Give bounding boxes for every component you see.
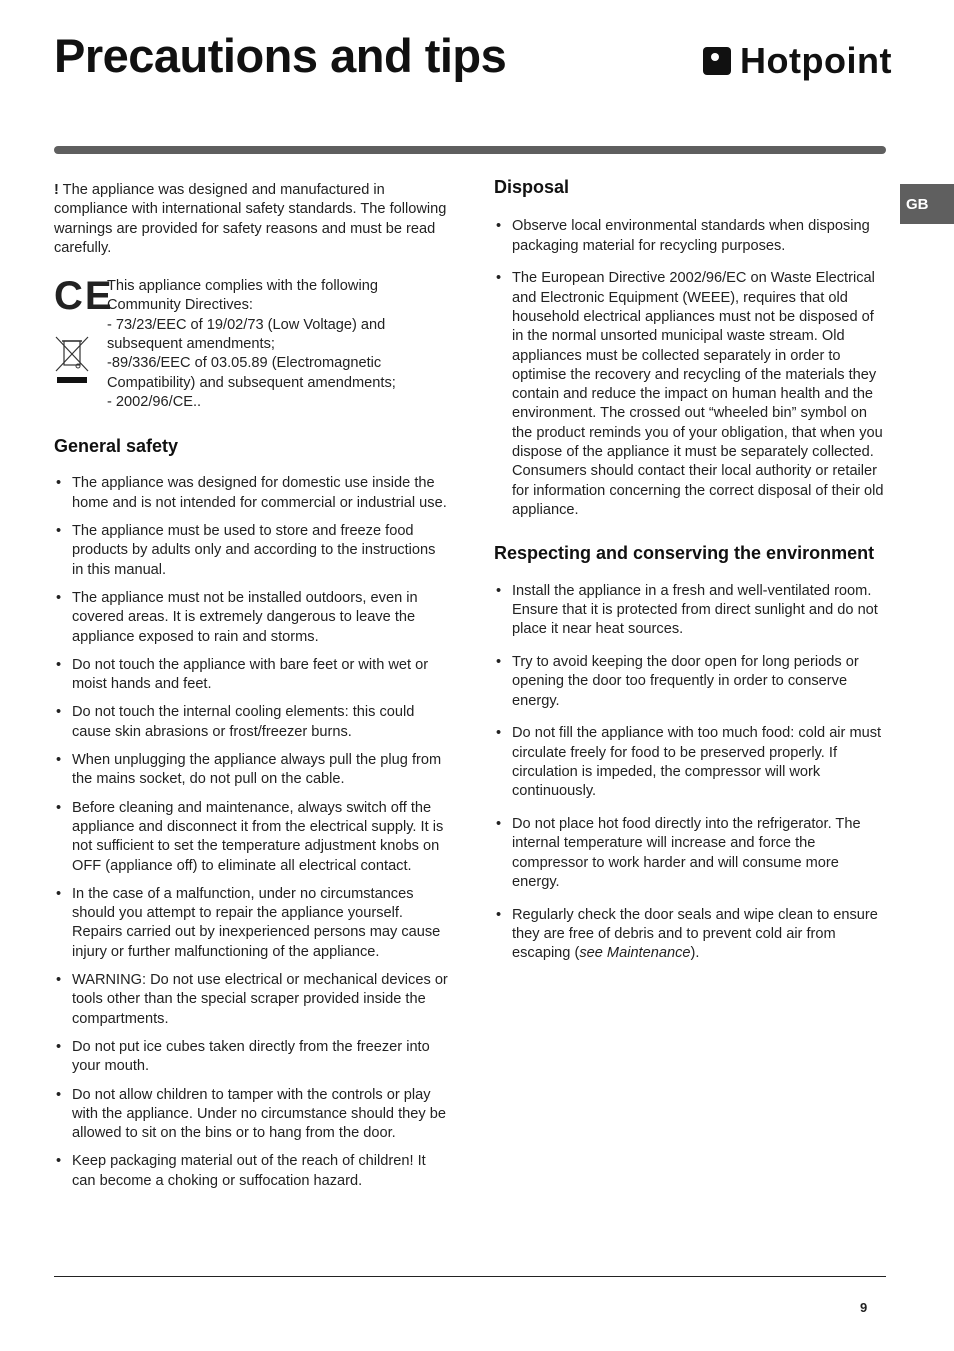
list-item: • Before cleaning and maintenance, always switch off the appliance and disconnect it from the electrical supply. It is not sufficient to set the temperature adjustment knobs on OFF (appliance off) to eliminate all electrical contact. (54, 799, 449, 876)
crossed-bin-icon (54, 335, 90, 385)
hotpoint-logo-icon (703, 47, 731, 75)
item-text: ). (690, 945, 700, 962)
list-item: • Try to avoid keeping the door open for long periods or opening the door too frequently in order to conserve energy. (494, 653, 889, 711)
list-item: • The appliance was designed for domestic use inside the home and is not intended for commercial or industrial use. (54, 474, 449, 513)
environment-list (494, 582, 889, 964)
list-item: • Do not place hot food directly into the refrigerator. The internal temperature will increase and force the compressor to work harder and will consume more energy. (494, 815, 889, 892)
list-item: • Keep packaging material out of the reach of children! It can become a choking or suffocation hazard. (54, 1152, 449, 1191)
disposal-heading: Disposal (494, 177, 570, 197)
list-item: • Install the appliance in a fresh and well-ventilated room. Ensure that it is protected from direct sunlight and do not place it near heat sources. (494, 582, 889, 640)
list-item: • The appliance must not be installed outdoors, even in covered areas. It is extremely dangerous to leave the appliance exposed to rain and storms. (54, 589, 449, 647)
list-item: • Do not fill the appliance with too much food: cold air must circulate freely for food to be preserved properly. If circulation is impeded, the compressor will work continuously. (494, 724, 889, 801)
language-tab: GB (900, 184, 954, 224)
list-item: • Do not allow children to tamper with the controls or play with the appliance. Under no circumstance should they be allowed to sit on the bins or to hang from the door. (54, 1086, 449, 1144)
general-safety-list (54, 474, 449, 1191)
ce-mark-icon: CE (54, 274, 114, 319)
compliance-block (54, 274, 449, 410)
compliance-line: - 2002/96/CE.. (107, 393, 202, 410)
maintenance-reference: see Maintenance (579, 945, 691, 962)
list-item: • Do not touch the internal cooling elements: this could cause skin abrasions or frost/freezer burns. (54, 703, 449, 742)
list-item: • Do not put ice cubes taken directly from the freezer into your mouth. (54, 1038, 449, 1077)
brand-name: Hotpoint (740, 40, 892, 81)
intro-body: The appliance was designed and manufactured in compliance with international safety standards. The following warnings are provided for safety reasons and must be read carefully. (54, 182, 447, 256)
right-column (494, 178, 889, 977)
left-column (54, 181, 449, 1200)
compliance-text (107, 277, 449, 412)
intro-text (54, 181, 449, 258)
disposal-list (494, 217, 889, 520)
compliance-line: -89/336/EEC of 03.05.89 (Electromagnetic Compatibility) and subsequent amendments; (107, 355, 396, 391)
environment-heading: Respecting and conserving the environment (494, 543, 875, 564)
compliance-line: This appliance complies with the following Community Directives: (107, 278, 378, 314)
footer-divider (54, 1276, 886, 1277)
page-title: Precautions and tips (54, 29, 507, 82)
list-item: • When unplugging the appliance always pull the plug from the mains socket, do not pull on the cable. (54, 751, 449, 790)
list-item: • Observe local environmental standards when disposing packaging material for recycling purposes. (494, 217, 889, 256)
hotpoint-logo (703, 40, 892, 82)
item-text: Regularly check the door seals and wipe clean to ensure they are free of debris and to prevent cold air from escaping ( (512, 906, 878, 962)
list-item: • In the case of a malfunction, under no circumstances should you attempt to repair the appliance yourself. Repairs carried out by inexperienced persons may cause injury or further malfunctioning of the appliance. (54, 885, 449, 962)
compliance-line: - 73/23/EEC of 19/02/73 (Low Voltage) and subsequent amendments; (107, 316, 386, 353)
list-item (494, 906, 889, 964)
list-item: • Do not touch the appliance with bare feet or with wet or moist hands and feet. (54, 656, 449, 695)
list-item: • The European Directive 2002/96/EC on Waste Electrical and Electronic Equipment (WEEE), requires that old household electrical appliances must not be disposed of in the normal unsorted municipal waste stream. Old appliances must be collected separately in order to optimise the recovery and recycling of the materials they contain and reduce the impact on human health and the environment. The crossed out “wheeled bin” symbol on the product reminds you of your obligation, that when you dispose of the appliance it must be separately collected. Consumers should contact their local authority or retailer for information concerning the correct disposal of their old appliance. (494, 269, 889, 520)
page-number: 9 (860, 1300, 868, 1315)
warning-mark: ! (54, 182, 59, 198)
list-item: • The appliance must be used to store and freeze food products by adults only and according to the instructions in this manual. (54, 522, 449, 580)
list-item: • WARNING: Do not use electrical or mechanical devices or tools other than the special scraper provided inside the compartments. (54, 971, 449, 1029)
header-divider (54, 146, 886, 154)
general-safety-heading: General safety (54, 436, 179, 457)
